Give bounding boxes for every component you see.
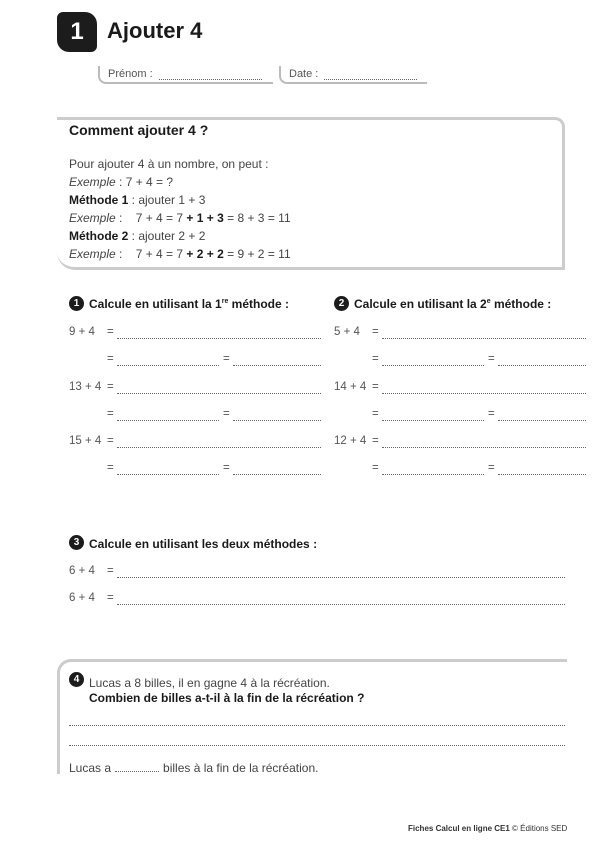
- date-label: Date :: [289, 68, 319, 80]
- exercise-1-title: Calcule en utilisant la 1re méthode :: [89, 297, 290, 311]
- answer-line[interactable]: [382, 447, 586, 448]
- answer-line[interactable]: [117, 474, 219, 475]
- lesson-intro: Pour ajouter 4 à un nombre, on peut :: [69, 157, 269, 171]
- sheet-number-badge: 1: [57, 12, 97, 52]
- answer-line[interactable]: [498, 365, 586, 366]
- calc-expression: 5 + 4: [334, 326, 360, 338]
- equals-sign: =: [488, 408, 495, 420]
- calc-expression: 14 + 4: [334, 381, 367, 393]
- answer-line[interactable]: [117, 420, 219, 421]
- answer-line[interactable]: [382, 474, 484, 475]
- answer-suffix: billes à la fin de la récréation.: [163, 761, 319, 775]
- answer-line[interactable]: [498, 420, 586, 421]
- lesson-method2: Méthode 2 : ajouter 2 + 2: [69, 229, 206, 243]
- calc-expression: 12 + 4: [334, 435, 367, 447]
- answer-line[interactable]: [382, 420, 484, 421]
- answer-line[interactable]: [233, 420, 321, 421]
- lesson-method1: Méthode 1 : ajouter 1 + 3: [69, 193, 206, 207]
- answer-line[interactable]: [233, 365, 321, 366]
- exercise-4-number: 4: [69, 672, 84, 687]
- exercise-2-title: Calcule en utilisant la 2e méthode :: [354, 297, 552, 311]
- equals-sign: =: [223, 462, 230, 474]
- prenom-dotted-line: [159, 69, 262, 80]
- footer-credit: Fiches Calcul en ligne CE1 © Éditions SED: [408, 824, 568, 833]
- calc-expression: 9 + 4: [69, 326, 95, 338]
- equals-sign: =: [488, 462, 495, 474]
- equals-sign: =: [372, 326, 379, 338]
- calc-expression: 6 + 4: [69, 565, 95, 577]
- exercise-4-statement: Lucas a 8 billes, il en gagne 4 à la récréation.: [89, 676, 330, 690]
- equals-sign: =: [107, 408, 114, 420]
- exercise-2-number: 2: [334, 296, 349, 311]
- equals-sign: =: [107, 592, 114, 604]
- exercise-3-title: Calcule en utilisant les deux méthodes :: [89, 537, 318, 551]
- answer-line[interactable]: [69, 745, 565, 746]
- answer-line[interactable]: [382, 338, 586, 339]
- equals-sign: =: [488, 353, 495, 365]
- lesson-example: Exemple : 7 + 4 = ?: [69, 175, 174, 189]
- exercise-3-number: 3: [69, 535, 84, 550]
- equals-sign: =: [107, 565, 114, 577]
- answer-blank[interactable]: [115, 771, 159, 772]
- equals-sign: =: [107, 326, 114, 338]
- answer-line[interactable]: [382, 365, 484, 366]
- answer-line[interactable]: [117, 393, 321, 394]
- answer-line[interactable]: [117, 447, 321, 448]
- answer-line[interactable]: [117, 338, 321, 339]
- answer-line[interactable]: [117, 577, 565, 578]
- answer-line[interactable]: [382, 393, 586, 394]
- prenom-label: Prénom :: [108, 68, 153, 80]
- answer-line[interactable]: [117, 604, 565, 605]
- calc-expression: 15 + 4: [69, 435, 102, 447]
- equals-sign: =: [107, 435, 114, 447]
- page-title: Ajouter 4: [107, 18, 203, 43]
- equals-sign: =: [372, 435, 379, 447]
- equals-sign: =: [372, 408, 379, 420]
- lesson-method2-example: Exemple : 7 + 4 = 7 + 2 + 2 = 9 + 2 = 11: [69, 247, 291, 261]
- answer-line[interactable]: [69, 725, 565, 726]
- exercise-1-number: 1: [69, 296, 84, 311]
- date-field[interactable]: [279, 66, 427, 84]
- answer-line[interactable]: [233, 474, 321, 475]
- equals-sign: =: [223, 408, 230, 420]
- lesson-method1-example: Exemple : 7 + 4 = 7 + 1 + 3 = 8 + 3 = 11: [69, 211, 291, 225]
- exercise-4-question: Combien de billes a-t-il à la fin de la récréation ?: [89, 691, 365, 705]
- calc-expression: 13 + 4: [69, 381, 102, 393]
- lesson-title: Comment ajouter 4 ?: [69, 122, 209, 138]
- date-dotted-line: [324, 69, 417, 80]
- equals-sign: =: [372, 353, 379, 365]
- equals-sign: =: [223, 353, 230, 365]
- equals-sign: =: [107, 381, 114, 393]
- exercise-4-answer-sentence: [69, 761, 318, 775]
- equals-sign: =: [372, 381, 379, 393]
- answer-line[interactable]: [498, 474, 586, 475]
- answer-line[interactable]: [117, 365, 219, 366]
- equals-sign: =: [372, 462, 379, 474]
- equals-sign: =: [107, 462, 114, 474]
- calc-expression: 6 + 4: [69, 592, 95, 604]
- equals-sign: =: [107, 353, 114, 365]
- prenom-field[interactable]: [98, 66, 273, 84]
- answer-prefix: Lucas a: [69, 761, 112, 775]
